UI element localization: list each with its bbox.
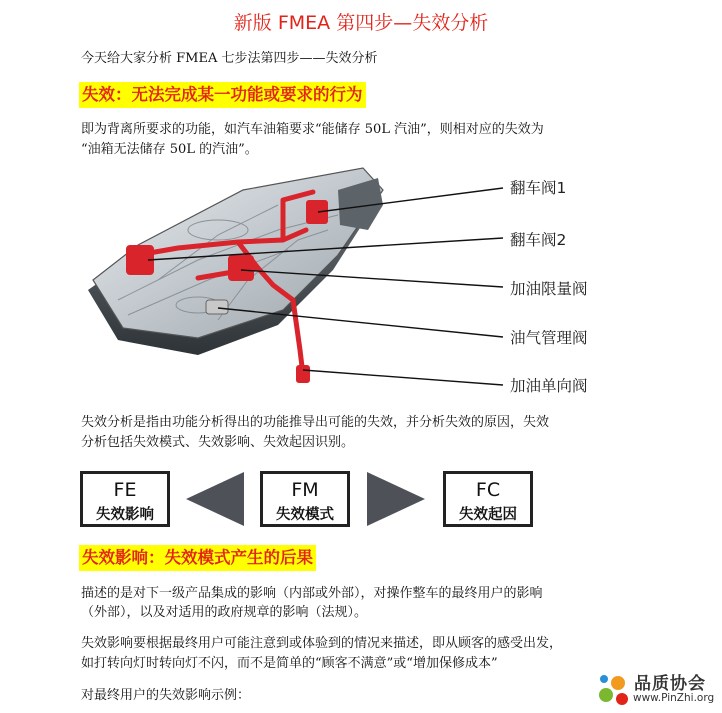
intro-text: 今天给大家分析 FMEA 七步法第四步——失效分析: [81, 51, 378, 66]
logo-mark-icon: [596, 669, 632, 709]
rollover-valve-2: [306, 200, 328, 224]
effect-desc-line-2: （外部），以及对适用的政府规章的影响（法规）。: [81, 605, 368, 620]
pinzhi-logo: [596, 667, 716, 711]
fc-code: FC: [475, 479, 501, 501]
failure-desc-line-2: “油箱无法储存 50L 的汽油”。: [81, 142, 258, 157]
fe-name: 失效影响: [96, 507, 154, 523]
fill-limit-valve: [228, 255, 254, 281]
failure-desc-line-1: 即为背离所要求的功能，如汽车油箱要求“能储存 50L 汽油”，则相对应的失效为: [81, 122, 544, 137]
effect-desc-line-4: 如打转向灯时转向灯不闪，而不是简单的“顾客不满意”或“增加保修成本”: [81, 656, 498, 671]
effect-example-label: 对最终用户的失效影响示例：: [81, 688, 251, 703]
effect-desc-line-3: 失效影响要根据最终用户可能注意到或体验到的情况来描述，即从顾客的感受出发，: [81, 636, 563, 651]
fc-box: [443, 471, 533, 527]
callout-fill-check-valve: 加油单向阀: [510, 377, 588, 395]
analysis-desc-line-2: 分析包括失效模式、失效影响、失效起因识别。: [81, 435, 355, 450]
callout-fill-limit-valve: 加油限量阀: [510, 280, 588, 298]
left-arrow-icon: [184, 471, 246, 527]
fe-box: [80, 471, 170, 527]
vapor-valve: [206, 300, 228, 314]
right-arrow-icon: [365, 471, 427, 527]
callout-rollover-valve-2: 翻车阀2: [510, 231, 567, 249]
fm-box: [260, 471, 350, 527]
logo-url: www.PinZhi.org: [633, 692, 715, 704]
effect-heading: 失效影响：失效模式产生的后果: [79, 545, 316, 571]
analysis-desc-line-1: 失效分析是指由功能分析得出的功能推导出可能的失效，并分析失效的原因，失效: [81, 415, 550, 430]
fm-name: 失效模式: [276, 507, 334, 523]
page-title: 新版 FMEA 第四步—失效分析: [233, 12, 489, 34]
failure-heading: 失效：无法完成某一功能或要求的行为: [79, 82, 366, 108]
fe-code: FE: [113, 479, 137, 501]
callout-vapor-management-valve: 油气管理阀: [510, 329, 588, 347]
fm-code: FM: [291, 479, 319, 501]
fc-name: 失效起因: [459, 507, 517, 523]
effect-desc-line-1: 描述的是对下一级产品集成的影响（内部或外部），对操作整车的最终用户的影响: [81, 586, 543, 601]
callout-rollover-valve-1: 翻车阀1: [510, 179, 567, 197]
check-valve: [296, 365, 310, 383]
logo-name: 品质协会: [634, 674, 706, 694]
